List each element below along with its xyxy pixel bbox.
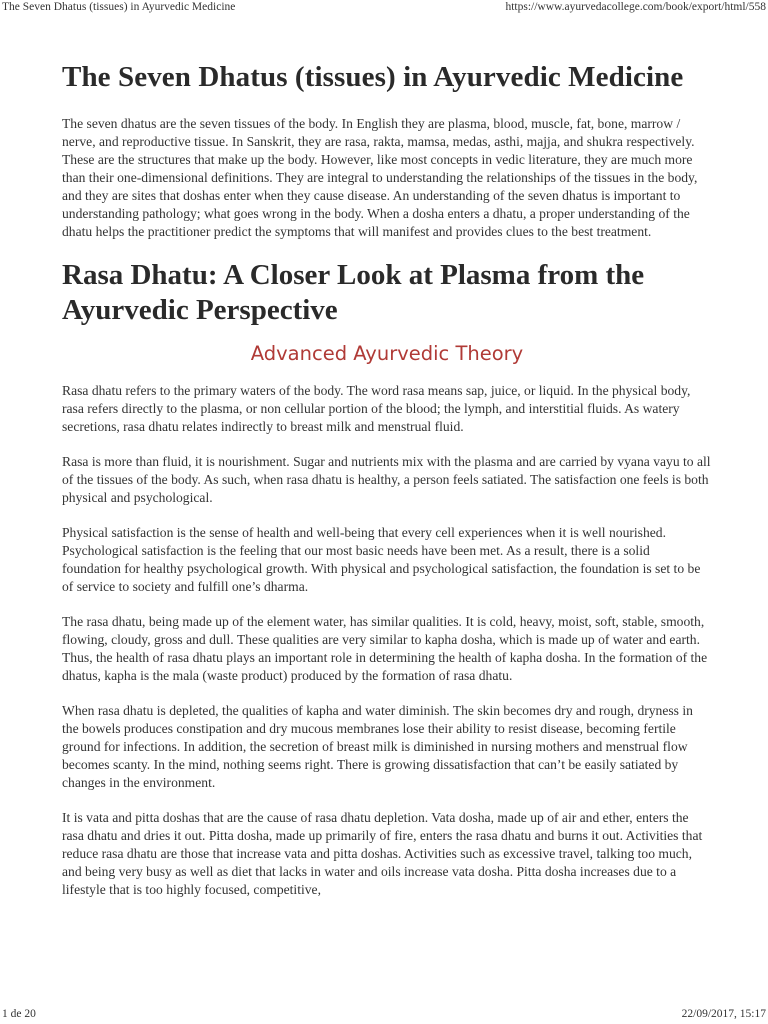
paragraph: Rasa dhatu refers to the primary waters of the body. The word rasa means sap, juice, or liquid. In the physical body, rasa refers directly to the plasma, or non cellular portion of the blood; the lymph, and interstitial fluids. As watery secretions, rasa dhatu relates indirectly to breast milk and menstrual fluid. xyxy=(62,383,691,434)
section-title: Rasa Dhatu: A Closer Look at Plasma from the Ayurvedic Perspective xyxy=(62,259,645,326)
paragraph: When rasa dhatu is depleted, the qualities of kapha and water diminish. The skin becomes dry and rough, dryness in the bowels produces constipation and dry mucous membranes lose their ability to resist disease, becoming fertile ground for infections. In addition, the secretion of breast milk is diminished in nursing mothers and menstrual flow becomes scanty. In the mind, nothing seems right. There is growing dissatisfaction that can’t be easily satiated by changes in the environment. xyxy=(62,703,693,790)
header-page-title: The Seven Dhatus (tissues) in Ayurvedic Medicine xyxy=(2,1,236,13)
section-subtitle: Advanced Ayurvedic Theory xyxy=(250,342,524,365)
intro-paragraph: The seven dhatus are the seven tissues of the body. In English they are plasma, blood, muscle, fat, bone, marrow / nerve, and reproductive tissue. In Sanskrit, they are rasa, rakta, mamsa, medas, asthi, majja, and shukra respectively. These are the structures that make up the body. However, like most concepts in vedic literature, they are much more than their one-dimensional definitions. They are integral to understanding the relationships of the tissues in the body, and they are sites that doshas enter when they cause disease. An understanding of the seven dhatus is important to understanding pathology; what goes wrong in the body. When a dosha enters a dhatu, a proper understanding of the dhatu helps the practitioner predict the symptoms that will manifest and provides clues to the best treatment. xyxy=(62,116,698,239)
paragraph: Physical satisfaction is the sense of health and well-being that every cell experiences when it is well nourished. Psychological satisfaction is the feeling that our most basic needs have been met. As a result, there is a solid foundation for healthy psychological growth. With physical and psychological satisfaction, the foundation is set to be of service to society and fulfill one’s dharma. xyxy=(62,525,701,594)
print-header xyxy=(0,0,768,18)
paragraph: Rasa is more than fluid, it is nourishment. Sugar and nutrients mix with the plasma and are carried by vyana vayu to all of the tissues of the body. As such, when rasa dhatu is healthy, a person feels satiated. The satisfaction one feels is both physical and psychological. xyxy=(62,454,711,505)
page-title: The Seven Dhatus (tissues) in Ayurvedic Medicine xyxy=(62,61,684,93)
header-url[interactable]: https://www.ayurvedacollege.com/book/export/html/558 xyxy=(505,1,766,13)
page-number: 1 de 20 xyxy=(2,1008,36,1020)
print-timestamp: 22/09/2017, 15:17 xyxy=(681,1008,766,1020)
paragraph: It is vata and pitta doshas that are the cause of rasa dhatu depletion. Vata dosha, made up of air and ether, enters the rasa dhatu and dries it out. Pitta dosha, made up primarily of fire, enters the rasa dhatu and burns it out. Activities that reduce rasa dhatu are those that increase vata and pitta doshas. Activities such as excessive travel, talking too much, and being very busy as well as diet that lacks in water and oils increase vata dosha. Pitta dosha increases due to a lifestyle that is too highly focused, competitive, xyxy=(62,810,703,897)
paragraph: The rasa dhatu, being made up of the element water, has similar qualities. It is cold, heavy, moist, soft, stable, smooth, flowing, cloudy, gross and dull. These qualities are very similar to kapha dosha, which is made up of water and earth. Thus, the health of rasa dhatu plays an important role in determining the health of kapha dosha. In the formation of the dhatus, kapha is the mala (waste product) produced by the formation of rasa dhatu. xyxy=(62,614,708,683)
document-body xyxy=(62,60,712,916)
print-footer xyxy=(0,1008,768,1024)
